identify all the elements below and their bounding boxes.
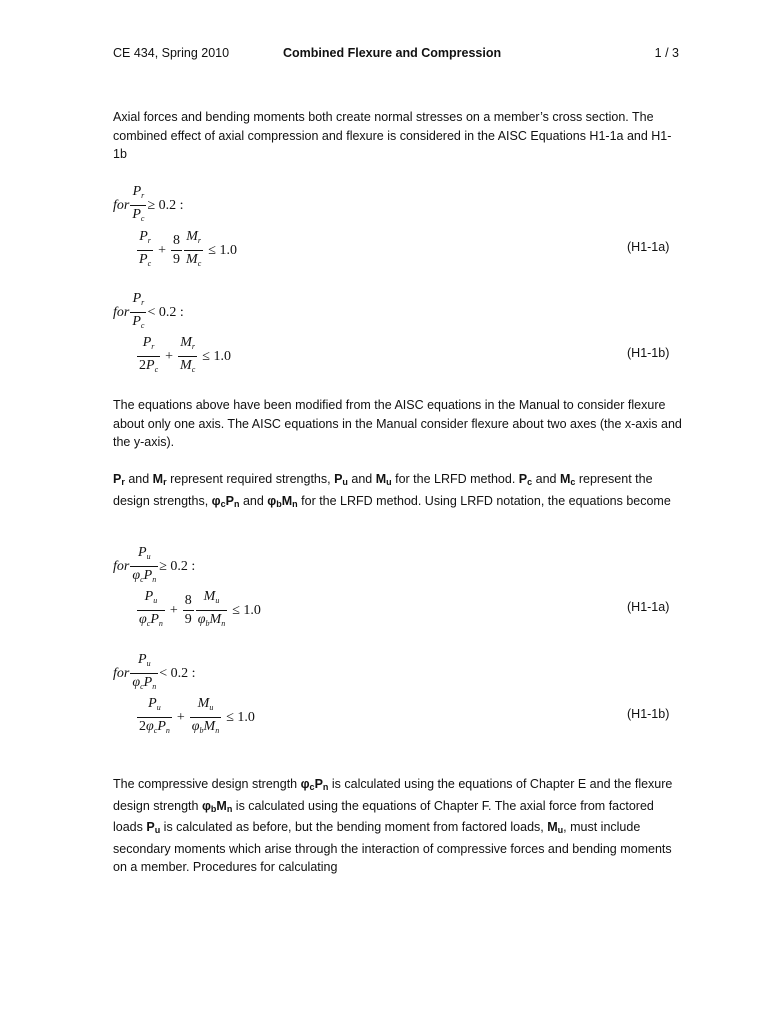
equation-tag-h1-1b-lrfd: (H1-1b) [627, 707, 670, 721]
equation-tag-h1-1a-lrfd: (H1-1a) [627, 600, 670, 614]
page-number: 1 / 3 [654, 46, 679, 60]
paragraph-design-strength: The compressive design strength $\varphi_cP_n$ is calculated using the equations of Chapter E and the flexure design strength $\varphi_bM_n$ is calculated using the equations of Chapter F. The axial force from factored loads $P_u$ is calculated as before, but the bending moment from factored loads, $M_u$, must include secondary moments which arise through the interaction of compressive forces and bending moments on a member. Procedures for calculating [113, 777, 673, 875]
for-label: for [113, 197, 130, 213]
condition-lrfd-ge-02: for $\frac{P_u}{\varphi_cP_n}$ ≥ 0.2 : [113, 545, 195, 588]
paragraph-notation: $P_r$ and $M_r$ represent required strengths, $P_u$ and $M_u$ for the LRFD method. $P_c$ and $M_c$ represent the design strengths, $\varphi_cP_n$ and $\varphi_bM_n$ for the LRFD method. Using LRFD notation, the equations become [113, 472, 671, 509]
equation-tag-h1-1a: (H1-1a) [627, 240, 670, 254]
equation-tag-h1-1b: (H1-1b) [627, 346, 670, 360]
document-title: Combined Flexure and Compression [283, 46, 502, 60]
condition-lt-02: for $\frac{P_r}{P_c}$ < 0.2 : [113, 291, 184, 334]
equation-h1-1a-general: $\frac{P_r}{P_c}$ + $\frac{8}{9}$ $\frac{M_r}{M_c}$ ≤ 1.0 [136, 229, 241, 272]
condition-ge-02: for $\frac{P_r}{P_c}$ ≥ 0.2 : [113, 184, 184, 227]
ge-label: ≥ 0.2 : [147, 197, 184, 213]
condition-lrfd-lt-02: for $\frac{P_u}{\varphi_cP_n}$ < 0.2 : [113, 652, 196, 695]
equation-h1-1a-lrfd: $\frac{P_u}{\varphi_cP_n}$ + $\frac{8}{9}$ $\frac{M_u}{\varphi_bM_n}$ ≤ 1.0 [136, 589, 265, 632]
paragraph-intro: Axial forces and bending moments both create normal stresses on a member’s cross section. The combined effect of axial compression and flexure is considered in the AISC Equations H1-1a and H1-1b [113, 110, 672, 162]
equation-h1-1b-lrfd: $\frac{P_u}{2\varphi_cP_n}$ + $\frac{M_u}{\varphi_bM_n}$ ≤ 1.0 [136, 696, 259, 739]
page-header [113, 46, 679, 64]
paragraph-modified: The equations above have been modified from the AISC equations in the Manual to consider flexure about only one axis. The AISC equations in the Manual consider flexure about two axes (the x-axis and the y-axis). [113, 398, 682, 450]
equation-h1-1b-general: $\frac{P_r}{2P_c}$ + $\frac{M_r}{M_c}$ ≤ 1.0 [136, 335, 235, 378]
course-label: CE 434, Spring 2010 [113, 46, 230, 60]
